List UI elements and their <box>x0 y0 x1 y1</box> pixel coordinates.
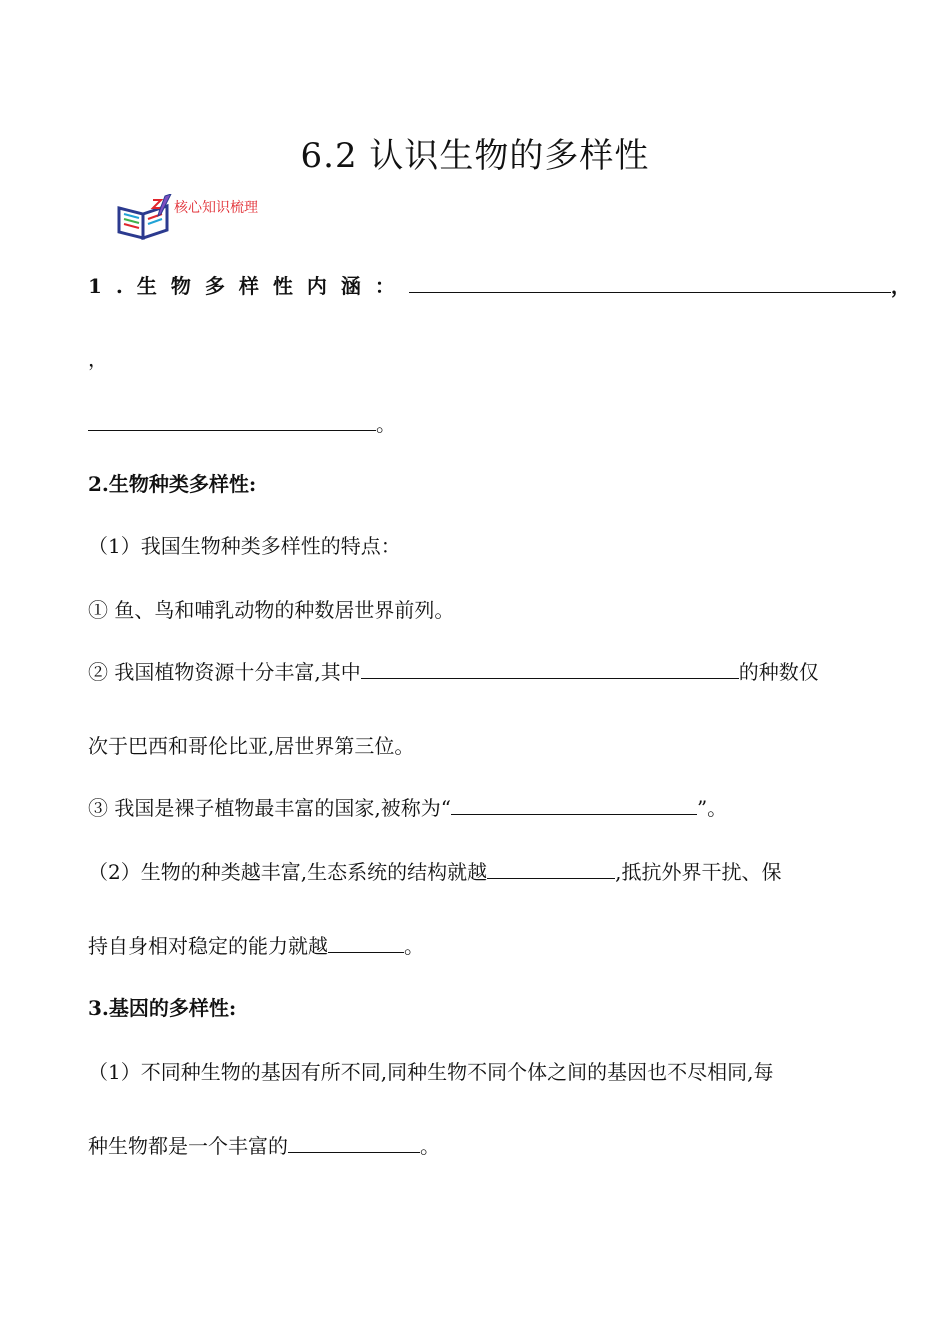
section2-item3 <box>88 792 727 821</box>
answer-blank <box>451 813 697 815</box>
section2-item2-cont: 次于巴西和哥伦比亚,居世界第三位。 <box>88 734 415 758</box>
sub1-cont-end: 。 <box>420 1134 440 1158</box>
open-book-icon <box>115 194 175 242</box>
section3-heading: 3.基因的多样性: <box>88 996 237 1020</box>
answer-blank <box>361 677 739 679</box>
badge-label: 核心知识梳理 <box>174 200 258 216</box>
section2-sub1: （1）我国生物种类多样性的特点： <box>88 534 401 558</box>
section2-item2 <box>88 656 819 685</box>
period: 。 <box>376 412 396 436</box>
item3-text-end: ”。 <box>696 796 728 820</box>
sub2-cont-text: 持自身相对稳定的能力就越 <box>88 934 328 958</box>
answer-blank <box>487 877 615 879</box>
item2-text: ② 我国植物资源十分丰富,其中 <box>88 660 361 684</box>
section3-sub1-cont <box>88 1130 440 1159</box>
item2-text-end: 的种数仅 <box>738 660 819 684</box>
section1-line <box>88 270 911 299</box>
section2-heading: 2.生物种类多样性: <box>88 472 257 496</box>
page-title: 6.2 认识生物的多样性 <box>300 136 650 176</box>
section1-heading: 1.生物多样性内涵： <box>88 274 409 298</box>
section1-end-line <box>88 408 396 437</box>
comma: ， <box>890 274 911 298</box>
section1-comma-line: ， <box>88 347 108 371</box>
sub2-text-end: ,抵抗外界干扰、保 <box>615 860 782 884</box>
section2-item1: ① 鱼、鸟和哺乳动物的种数居世界前列。 <box>88 598 455 622</box>
sub2-text: （2）生物的种类越丰富,生态系统的结构就越 <box>88 860 488 884</box>
answer-blank <box>88 429 376 431</box>
sub1-cont-text: 种生物都是一个丰富的 <box>88 1134 288 1158</box>
answer-blank <box>328 951 404 953</box>
section2-sub2 <box>88 856 781 885</box>
answer-blank <box>409 291 891 293</box>
answer-blank <box>288 1151 420 1153</box>
sub2-cont-end: 。 <box>404 934 424 958</box>
section3-sub1: （1）不同种生物的基因有所不同,同种生物不同个体之间的基因也不尽相同,每 <box>88 1060 774 1084</box>
item3-text: ③ 我国是裸子植物最丰富的国家,被称为“ <box>88 796 451 820</box>
section2-sub2-cont <box>88 930 424 959</box>
